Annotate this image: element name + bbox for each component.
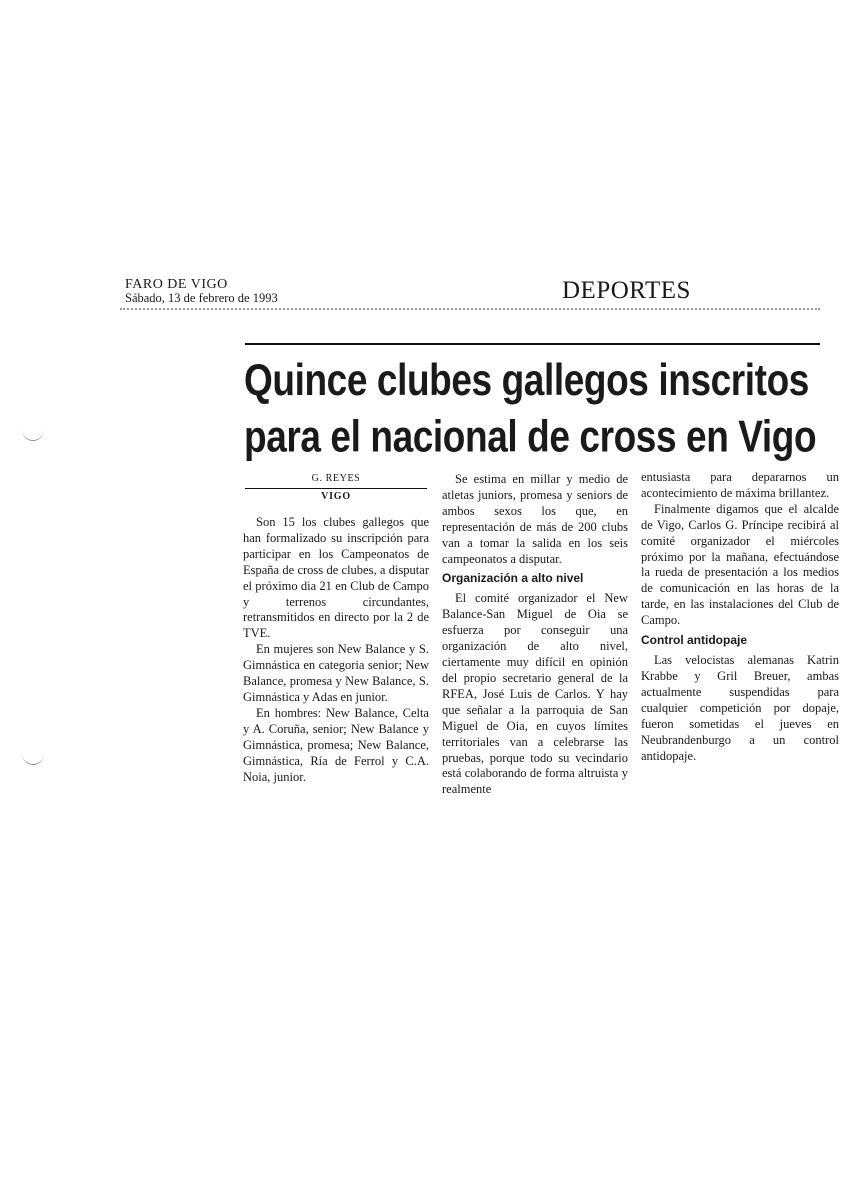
article-headline	[244, 352, 834, 465]
masthead-divider	[120, 308, 820, 310]
dateline: VIGO	[321, 491, 351, 502]
article-column-2	[442, 472, 628, 798]
byline: G. REYES	[311, 473, 361, 484]
paragraph: En hombres: New Balance, Celta y A. Coruña, senior; New Balance y Gimnástica, promesa; New Balance, Gimnástica, Ría de Ferrol y C.A. Noia, junior.	[243, 705, 429, 784]
subheading-control: Control antidopaje	[641, 633, 747, 648]
punch-hole-mark	[22, 428, 44, 441]
publication-date: Sábado, 13 de febrero de 1993	[125, 291, 278, 305]
headline-line-1: Quince clubes gallegos inscritos	[244, 355, 809, 405]
section-title: DEPORTES	[562, 277, 691, 304]
byline-rule	[245, 488, 427, 489]
paragraph: El comité organizador el New Balance-San Miguel de Oia se esfuerza por conseguir una organización de alto nivel, ciertamente muy difícil en opinión del propio secretario general de la RFEA, José Luis de Carlos. Y hay que señalar a la parroquia de San Miguel de Oia, en cuyos límites territoriales van a celebrarse las pruebas, porque todo su vecindario está colaborando de forma altruista y realmente	[442, 591, 628, 797]
paragraph: Las velocistas alemanas Katrin Krabbe y Gril Breuer, ambas actualmente suspendidas para cualquier competición por dopaje, fueron sometidas el jueves en Neubrandenburgo a un control antidopaje.	[641, 653, 839, 763]
article-column-3	[641, 470, 839, 764]
paragraph: Finalmente digamos que el alcalde de Vigo, Carlos G. Príncipe recibirá al comité organizador el miércoles próximo por la mañana, efectuándose la rueda de presentación a los medios de comunicación en las horas de la tarde, en las instalaciones del Club de Campo.	[641, 501, 839, 628]
punch-hole-mark	[22, 752, 44, 765]
headline-line-2: para el nacional de cross en Vigo	[244, 412, 817, 462]
headline-rule	[245, 343, 820, 345]
paragraph: En mujeres son New Balance y S. Gimnástica en categoria senior; New Balance, promesa y New Balance, S. Gimnástica y Adas en junior.	[243, 642, 429, 704]
paragraph: Son 15 los clubes gallegos que han formalizado su inscripción para participar en los Campeonatos de España de cross de clubes, a disputar el próximo dia 21 en Club de Campo y terrenos circundantes, retransmitidos en directo por la 2 de TVE.	[243, 515, 429, 641]
subheading-organizacion: Organización a alto nivel	[442, 571, 584, 586]
paragraph: Se estima en millar y medio de atletas juniors, promesa y seniors de ambos sexos los que, en representación de más de 200 clubs van a tomar la salida en los seis campeonatos a disputar.	[442, 472, 628, 566]
newspaper-name: FARO DE VIGO	[125, 277, 228, 292]
paragraph: entusiasta para depararnos un acontecimiento de máxima brillantez.	[641, 470, 839, 500]
article-column-1	[243, 515, 429, 785]
